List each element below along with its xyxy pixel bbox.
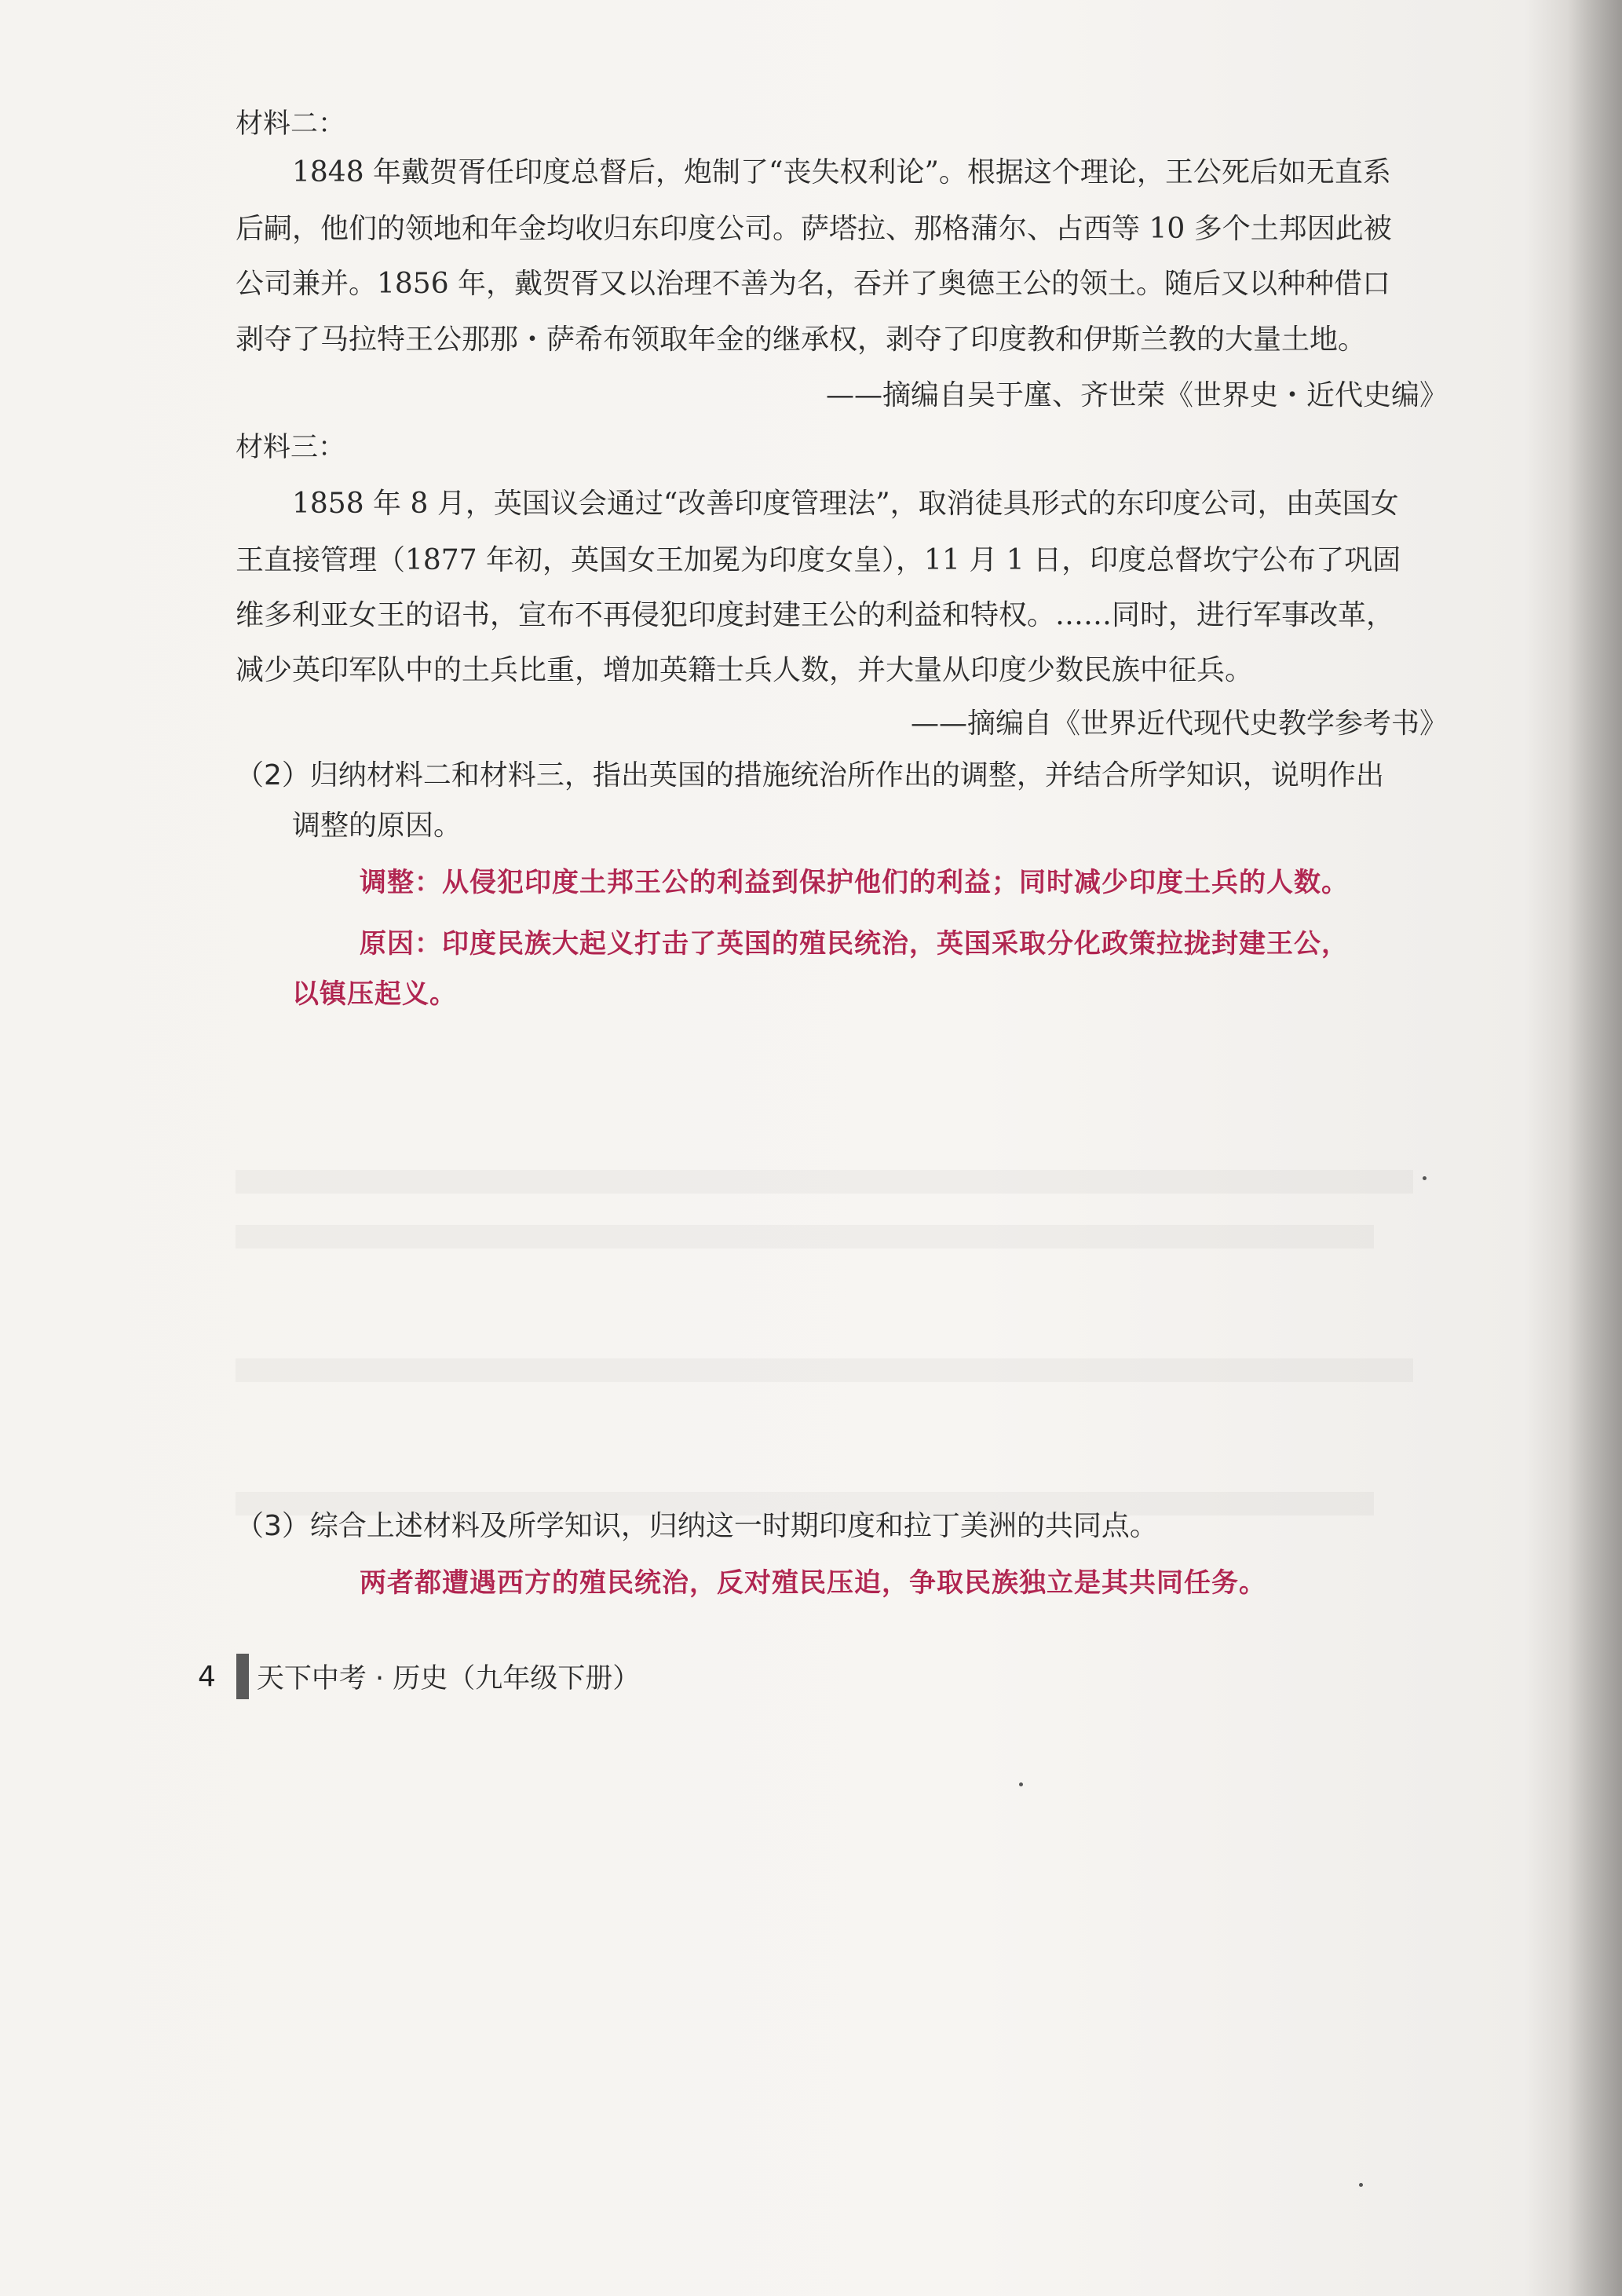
question3-line-1: （3）综合上述材料及所学知识，归纳这一时期印度和拉丁美洲的共同点。 — [236, 1510, 1158, 1542]
show-through — [236, 1170, 1413, 1194]
question2-line-2: 调整的原因。 — [292, 810, 462, 842]
material3-line-4: 减少英印军队中的土兵比重，增加英籍士兵人数，并大量从印度少数民族中征兵。 — [236, 654, 1254, 686]
material3-label: 材料三： — [236, 432, 346, 463]
material3-source: ——摘编自《世界近代现代史教学参考书》 — [910, 707, 1448, 740]
footer-bar — [236, 1654, 249, 1699]
page-edge-shadow — [1567, 0, 1622, 2296]
question2-answer-adjustment: 调整：从侵犯印度土邦王公的利益到保护他们的利益；同时减少印度土兵的人数。 — [360, 867, 1349, 898]
show-through — [236, 1225, 1374, 1249]
page-number: 4 — [198, 1660, 216, 1693]
speck — [1019, 1782, 1023, 1786]
question2-answer-reason: 原因：印度民族大起义打击了英国的殖民统治，英国采取分化政策拉拢封建王公， — [360, 928, 1349, 960]
material2-line-1: 1848 年戴贺胥任印度总督后，炮制了“丧失权利论”。根据这个理论，王公死后如无直系 — [292, 156, 1391, 188]
question3-answer: 两者都遭遇西方的殖民统治，反对殖民压迫，争取民族独立是其共同任务。 — [360, 1567, 1266, 1599]
material3-line-3: 维多利亚女王的诏书，宣布不再侵犯印度封建王公的利益和特权。……同时，进行军事改革， — [236, 599, 1395, 631]
footer-title: 天下中考 · 历史（九年级下册） — [256, 1663, 641, 1695]
material3-line-2: 王直接管理（1877 年初，英国女王加冕为印度女皇），11 月 1 日，印度总督坎宁公布了巩固 — [236, 544, 1401, 576]
material2-source: ——摘编自吴于廑、齐世荣《世界史・近代史编》 — [825, 379, 1448, 411]
material2-label: 材料二： — [236, 108, 346, 140]
question2-line-1: （2）归纳材料二和材料三，指出英国的措施统治所作出的调整，并结合所学知识，说明作出 — [236, 759, 1384, 792]
question2-answer-reason-cont: 以镇压起义。 — [292, 978, 457, 1010]
material2-line-3: 公司兼并。1856 年，戴贺胥又以治理不善为名，吞并了奥德王公的领土。随后又以种种借口 — [236, 268, 1391, 300]
speck — [1359, 2183, 1363, 2187]
page-footer — [198, 1654, 640, 1699]
show-through — [236, 1358, 1413, 1382]
speck — [1423, 1176, 1427, 1180]
material2-line-4: 剥夺了马拉特王公那那・萨希布领取年金的继承权，剥夺了印度教和伊斯兰教的大量土地。 — [236, 324, 1367, 356]
material3-line-1: 1858 年 8 月，英国议会通过“改善印度管理法”，取消徒具形式的东印度公司，由英国女 — [292, 488, 1399, 520]
material2-line-2: 后嗣，他们的领地和年金均收归东印度公司。萨塔拉、那格蒲尔、占西等 10 多个土邦因此被 — [236, 213, 1392, 245]
